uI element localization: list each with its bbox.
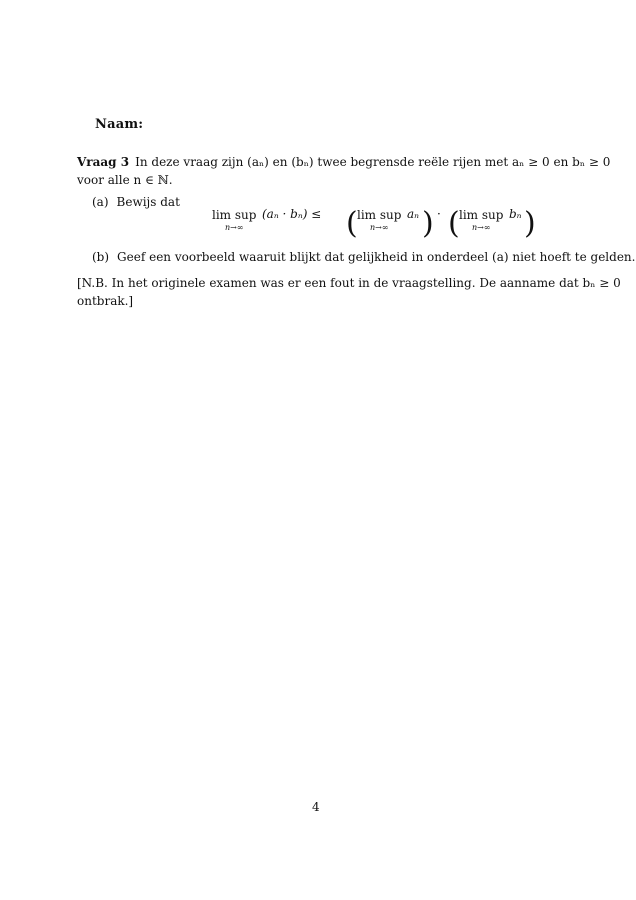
formula-mid-limsup [357, 207, 401, 232]
formula-lhs-op: lim sup [212, 208, 257, 222]
note-line2: ontbrak.] [77, 294, 134, 308]
formula-right-sub: n→∞ [471, 223, 491, 232]
part-b [92, 248, 635, 266]
page-number: 4 [312, 800, 320, 814]
note-line1: [N.B. In het originele examen was er een fout in de vraagstelling. De aanname dat bₙ ≥ 0 [77, 276, 621, 290]
question-label: Vraag 3 [77, 155, 130, 169]
name-label: Naam: [95, 117, 144, 132]
question-intro-line2: voor alle n ∈ ℕ. [77, 173, 173, 187]
formula-dot: · [437, 207, 441, 221]
formula-lhs-arg: (aₙ · bₙ) ≤ [262, 207, 322, 221]
formula-mid-sub: n→∞ [369, 223, 389, 232]
formula-lhs-sub: n→∞ [224, 223, 244, 232]
part-b-label: (b) [92, 250, 110, 264]
formula-paren-close-2: ) [524, 206, 536, 241]
formula-mid-op: lim sup [357, 208, 402, 222]
part-a-text: Bewijs dat [116, 195, 180, 209]
part-a [92, 193, 180, 211]
question-intro-line1 [77, 153, 611, 171]
formula-lhs-limsup [212, 207, 256, 232]
part-b-text: Geef een voorbeeld waaruit blijkt dat gelijkheid in onderdeel (a) niet hoeft te gelden. [117, 250, 636, 264]
formula-paren-open-1: ( [346, 206, 358, 241]
question-intro-text: In deze vraag zijn (aₙ) en (bₙ) twee begrensde reële rijen met aₙ ≥ 0 en bₙ ≥ 0 [135, 155, 611, 169]
formula-paren-open-2: ( [448, 206, 460, 241]
formula-right-limsup [459, 207, 503, 232]
formula-right-arg: bₙ [509, 207, 522, 221]
part-a-label: (a) [92, 195, 109, 209]
formula-mid-arg: aₙ [407, 207, 420, 221]
formula-paren-close-1: ) [422, 206, 434, 241]
formula-right-op: lim sup [459, 208, 504, 222]
